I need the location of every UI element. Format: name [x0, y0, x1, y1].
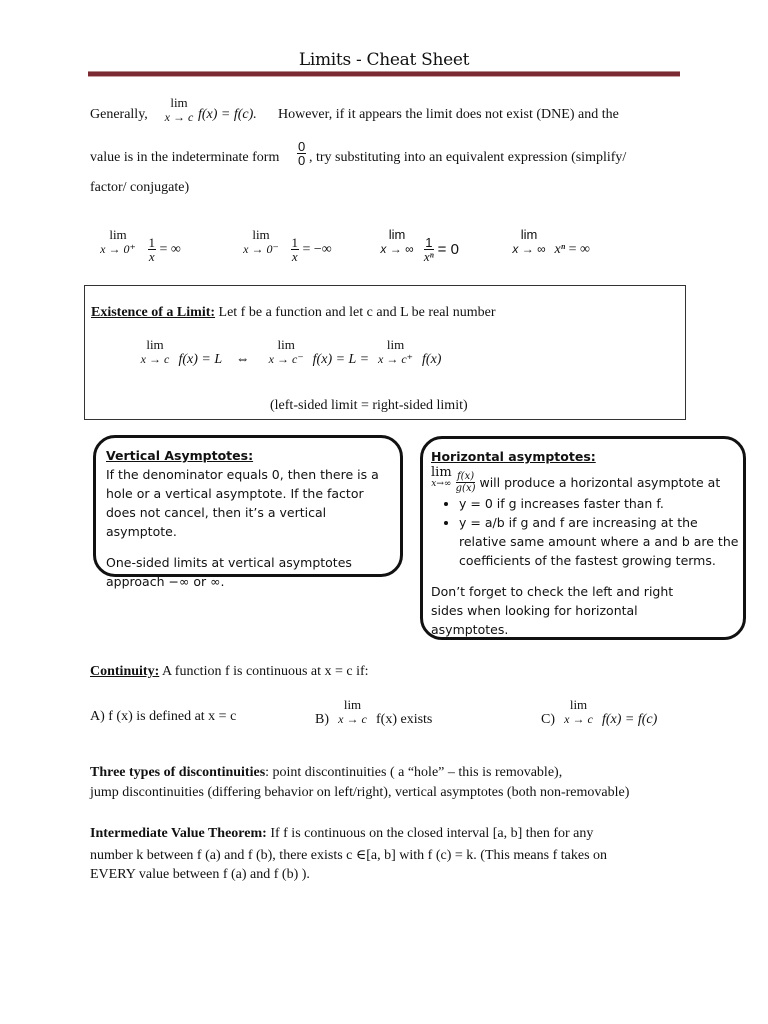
limit-result: = 0	[437, 240, 459, 258]
lim-text: lim	[386, 337, 405, 352]
intro-line3: factor/ conjugate)	[90, 180, 190, 195]
special-limit-3	[374, 228, 459, 263]
lim-subscript: x → ∞	[512, 242, 546, 256]
ivt-heading: Intermediate Value Theorem:	[90, 826, 267, 841]
existence-heading: Existence of a Limit:	[91, 305, 216, 320]
frac-num: f(x)	[456, 471, 475, 482]
existence-description: Let f be a function and let c and L be real number	[218, 305, 496, 320]
continuity-text: A function f is continuous at x = c if:	[161, 664, 369, 679]
limit-expression: xⁿ	[554, 241, 566, 257]
iff-symbol: ⇔	[235, 351, 250, 367]
intro-line1: However, if it appears the limit does not exist (DNE) and the	[278, 107, 619, 122]
intro-line2-rest: , try substituting into an equivalent expression (simplify/	[309, 150, 627, 165]
continuity-condition-b	[315, 698, 432, 728]
frac-den: 0	[298, 153, 306, 168]
frac-den: g(x)	[455, 483, 476, 494]
horizontal-intro-text: will produce a horizontal asymptote at	[479, 475, 721, 490]
condition-b-expr: f(x) exists	[376, 711, 433, 727]
frac-num: 1	[291, 235, 298, 251]
vertical-heading: Vertical Asymptotes:	[106, 448, 254, 463]
ivt-line-3: EVERY value between f (a) and f (b) ).	[90, 867, 310, 882]
frac-den: x	[291, 249, 298, 265]
frac-num: 0	[298, 139, 306, 154]
condition-c-label: C)	[541, 711, 555, 727]
expr-middle: f(x) = L =	[312, 351, 370, 367]
lim-text: lim	[277, 337, 295, 352]
existence-note: (left-sided limit = right-sided limit)	[270, 398, 468, 413]
lim-text: lim	[343, 697, 362, 712]
lim-text: lim	[431, 465, 452, 480]
lim-subscript: x → ∞	[380, 242, 414, 256]
intro-generally: Generally,	[90, 107, 148, 122]
page-title: Limits - Cheat Sheet	[298, 50, 470, 70]
limit-result: = ∞	[159, 241, 181, 257]
existence-equation	[135, 338, 441, 368]
horizontal-note: Don’t forget to check the left and right sides when looking for horizontal asymptotes.	[431, 584, 674, 637]
frac-num: 1	[148, 235, 155, 251]
frac-num: 1	[425, 234, 433, 250]
ivt-line-2: number k between f (a) and f (b), there exists c ∈[a, b] with f (c) = k. (This means f takes on	[90, 848, 608, 863]
existence-text	[91, 305, 496, 321]
lim-subscript: x → c⁻	[268, 352, 304, 366]
special-limit-2	[235, 228, 332, 263]
lim-subscript: x→∞	[431, 479, 452, 489]
ivt-line-1	[90, 826, 593, 842]
horizontal-bullets	[431, 494, 743, 570]
lim-subscript: x → c	[164, 110, 194, 124]
lim-text: lim	[569, 697, 588, 712]
continuity-heading: Continuity:	[90, 664, 160, 679]
lim-text: lim	[170, 95, 188, 110]
lim-subscript: x → c	[564, 712, 593, 726]
special-limit-4	[507, 228, 590, 258]
vertical-asymptotes-box	[93, 435, 403, 589]
discontinuities-line-1	[90, 765, 562, 781]
lim-subscript: x → c⁺	[378, 352, 414, 366]
continuity-condition-a: A) f (x) is defined at x = c	[90, 709, 237, 724]
intro-equation: f(x) = f(c).	[198, 107, 257, 122]
continuity-condition-c	[541, 698, 657, 728]
discontinuities-line-2: jump discontinuities (differing behavior on left/right), vertical asymptotes (both non-removable)	[90, 785, 630, 800]
horizontal-asymptotes-box	[420, 436, 746, 640]
special-limit-1	[92, 228, 181, 263]
vertical-paragraph-2: One-sided limits at vertical asymptotes approach −∞ or ∞.	[106, 555, 352, 589]
lim-text: lim	[388, 227, 406, 242]
discontinuities-text-1: : point discontinuities ( a “hole” – this is removable),	[265, 765, 563, 780]
lim-subscript: x → 0⁺	[100, 242, 136, 256]
condition-c-expr: f(x) = f(c)	[602, 711, 658, 727]
lim-subscript: x → c	[338, 712, 367, 726]
discontinuities-heading: Three types of discontinuities	[90, 765, 266, 780]
bullet-item: • y = a/b if g and f are increasing at the relative same amount where a and b are the coefficients of the fastest growing terms.	[459, 513, 743, 570]
expr-right: f(x)	[422, 351, 442, 367]
vertical-paragraph-1: If the denominator equals 0, then there is a hole or a vertical asymptote. If the factor does not cancel, then it’s a vertical asymptote.	[106, 467, 379, 539]
limit-result: = −∞	[302, 241, 332, 257]
lim-text: lim	[252, 227, 270, 242]
intro-line2-start: value is in the indeterminate form	[90, 150, 280, 165]
lim-text: lim	[520, 227, 538, 242]
lim-text: lim	[146, 337, 164, 352]
ivt-text-1: If f is continuous on the closed interval [a, b] then for any	[266, 826, 594, 841]
title-divider	[88, 71, 680, 77]
frac-den: x	[148, 249, 155, 265]
condition-b-label: B)	[315, 711, 329, 727]
horizontal-heading: Horizontal asymptotes:	[431, 449, 596, 464]
lim-text: lim	[109, 227, 127, 242]
continuity-intro	[90, 664, 369, 680]
indeterminate-fraction	[297, 140, 306, 167]
expr-left: f(x) = L	[178, 351, 223, 367]
lim-subscript: x → c	[140, 352, 170, 366]
intro-limit	[158, 96, 200, 124]
horizontal-limit-intro	[431, 466, 743, 494]
frac-den: xⁿ	[423, 248, 434, 264]
lim-subscript: x → 0⁻	[243, 242, 279, 256]
limit-result: = ∞	[568, 241, 591, 257]
bullet-item: • y = 0 if g increases faster than f.	[459, 494, 743, 513]
